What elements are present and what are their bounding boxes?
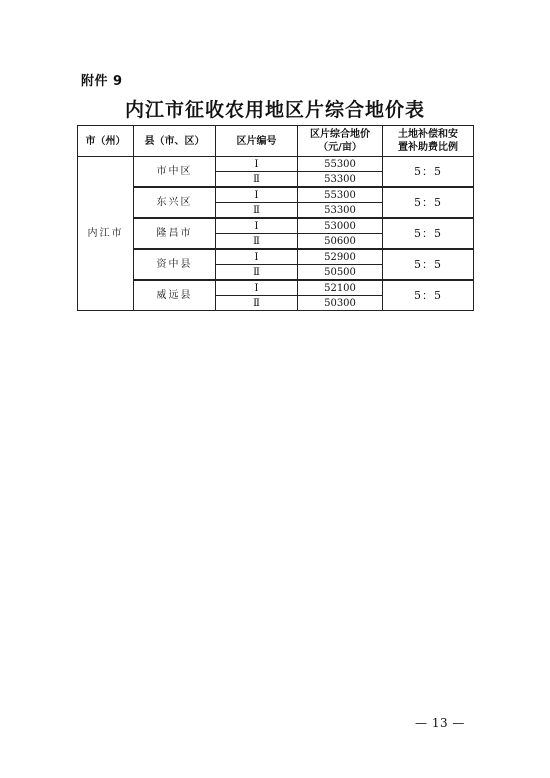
zone-cell: Ⅱ: [216, 203, 298, 219]
zone-cell: Ⅱ: [216, 265, 298, 281]
ratio-cell: 5：5: [383, 187, 474, 218]
price-cell: 52900: [298, 249, 383, 265]
city-cell: 内江市: [78, 157, 134, 311]
table-header-row: [78, 126, 474, 157]
county-cell: 东兴区: [134, 187, 216, 218]
column-header-price-line2: （元/亩）: [318, 142, 362, 153]
county-cell: 威远县: [134, 280, 216, 311]
zone-cell: Ⅰ: [216, 157, 298, 172]
page-number: — 13 —: [415, 716, 465, 730]
price-cell: 53300: [298, 203, 383, 219]
column-header-city: 市（州）: [78, 126, 134, 157]
price-cell: 50500: [298, 265, 383, 281]
page-title: 内江市征收农用地区片综合地价表: [124, 99, 425, 121]
zone-cell: Ⅰ: [216, 249, 298, 265]
table-row: [78, 187, 474, 203]
county-cell: 隆昌市: [134, 218, 216, 249]
column-header-ratio-line2: 置补助费比例: [398, 142, 458, 153]
zone-cell: Ⅱ: [216, 234, 298, 250]
price-cell: 53000: [298, 218, 383, 234]
table-row: [78, 280, 474, 296]
zone-cell: Ⅰ: [216, 218, 298, 234]
price-cell: 50600: [298, 234, 383, 250]
zone-cell: Ⅱ: [216, 172, 298, 188]
column-header-price: [298, 126, 383, 157]
county-cell: 市中区: [134, 157, 216, 188]
ratio-cell: 5：5: [383, 157, 474, 188]
column-header-zone: 区片编号: [216, 126, 298, 157]
table-row: [78, 249, 474, 265]
attachment-label: 附件 9: [81, 74, 123, 89]
county-cell: 资中县: [134, 249, 216, 280]
price-cell: 50300: [298, 296, 383, 311]
ratio-cell: 5：5: [383, 280, 474, 311]
price-cell: 52100: [298, 280, 383, 296]
ratio-cell: 5：5: [383, 249, 474, 280]
column-header-ratio-line1: 土地补偿和安: [398, 129, 458, 140]
price-cell: 55300: [298, 187, 383, 203]
column-header-county: 县（市、区）: [134, 126, 216, 157]
table-row: [78, 157, 474, 172]
price-cell: 55300: [298, 157, 383, 172]
zone-cell: Ⅱ: [216, 296, 298, 311]
column-header-price-line1: 区片综合地价: [310, 129, 370, 140]
table-row: [78, 218, 474, 234]
zone-cell: Ⅰ: [216, 280, 298, 296]
price-cell: 53300: [298, 172, 383, 188]
land-price-table: [77, 125, 474, 311]
column-header-ratio: [383, 126, 474, 157]
zone-cell: Ⅰ: [216, 187, 298, 203]
ratio-cell: 5：5: [383, 218, 474, 249]
